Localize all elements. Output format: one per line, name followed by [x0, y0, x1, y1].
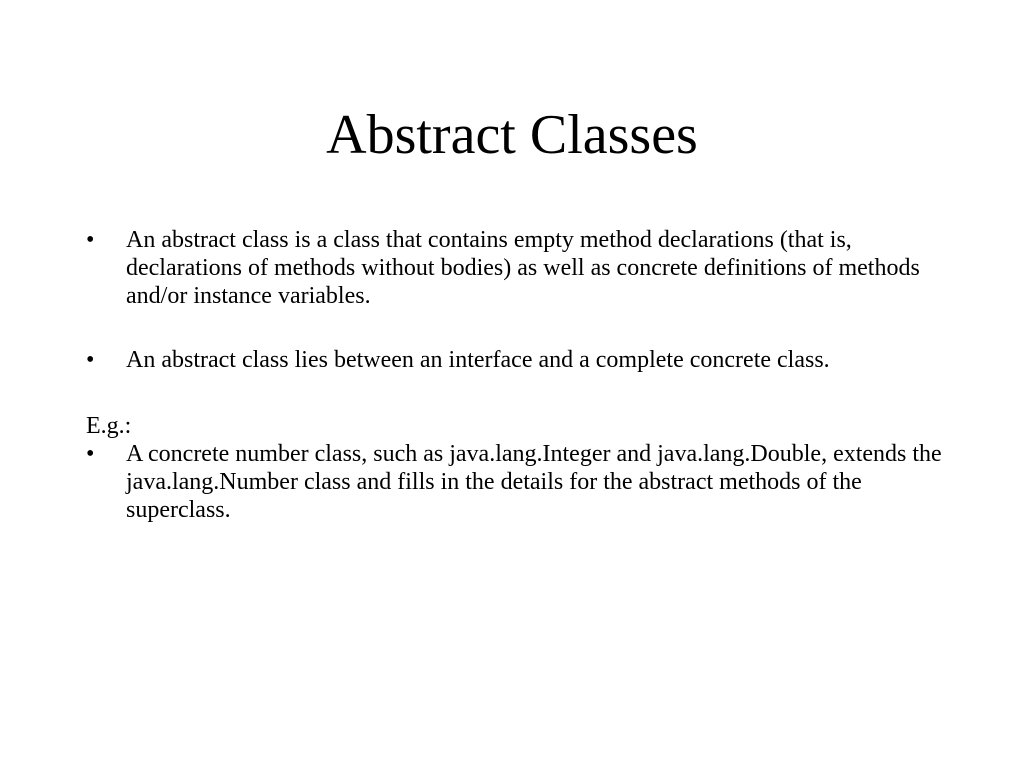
spacer	[86, 374, 946, 412]
bullet-marker: •	[86, 347, 95, 373]
bullet-marker: •	[86, 441, 95, 467]
slide-title: Abstract Classes	[326, 104, 698, 166]
bullet-marker: •	[86, 227, 95, 253]
slide-body	[86, 226, 946, 524]
example-label: E.g.:	[86, 413, 132, 439]
spacer	[86, 310, 946, 346]
bullet-item	[86, 346, 946, 374]
bullet-text: A concrete number class, such as java.lang.Integer and java.lang.Double, extends the java.lang.Number class and fills in the details for the abstract methods of the superclass.	[126, 441, 942, 523]
bullet-item	[86, 226, 946, 310]
bullet-text: An abstract class lies between an interface and a complete concrete class.	[126, 347, 830, 373]
bullet-text: An abstract class is a class that contains empty method declarations (that is, declarations of methods without bodies) as well as concrete definitions of methods and/or instance variables.	[126, 227, 920, 309]
example-bullet-item	[86, 440, 946, 524]
